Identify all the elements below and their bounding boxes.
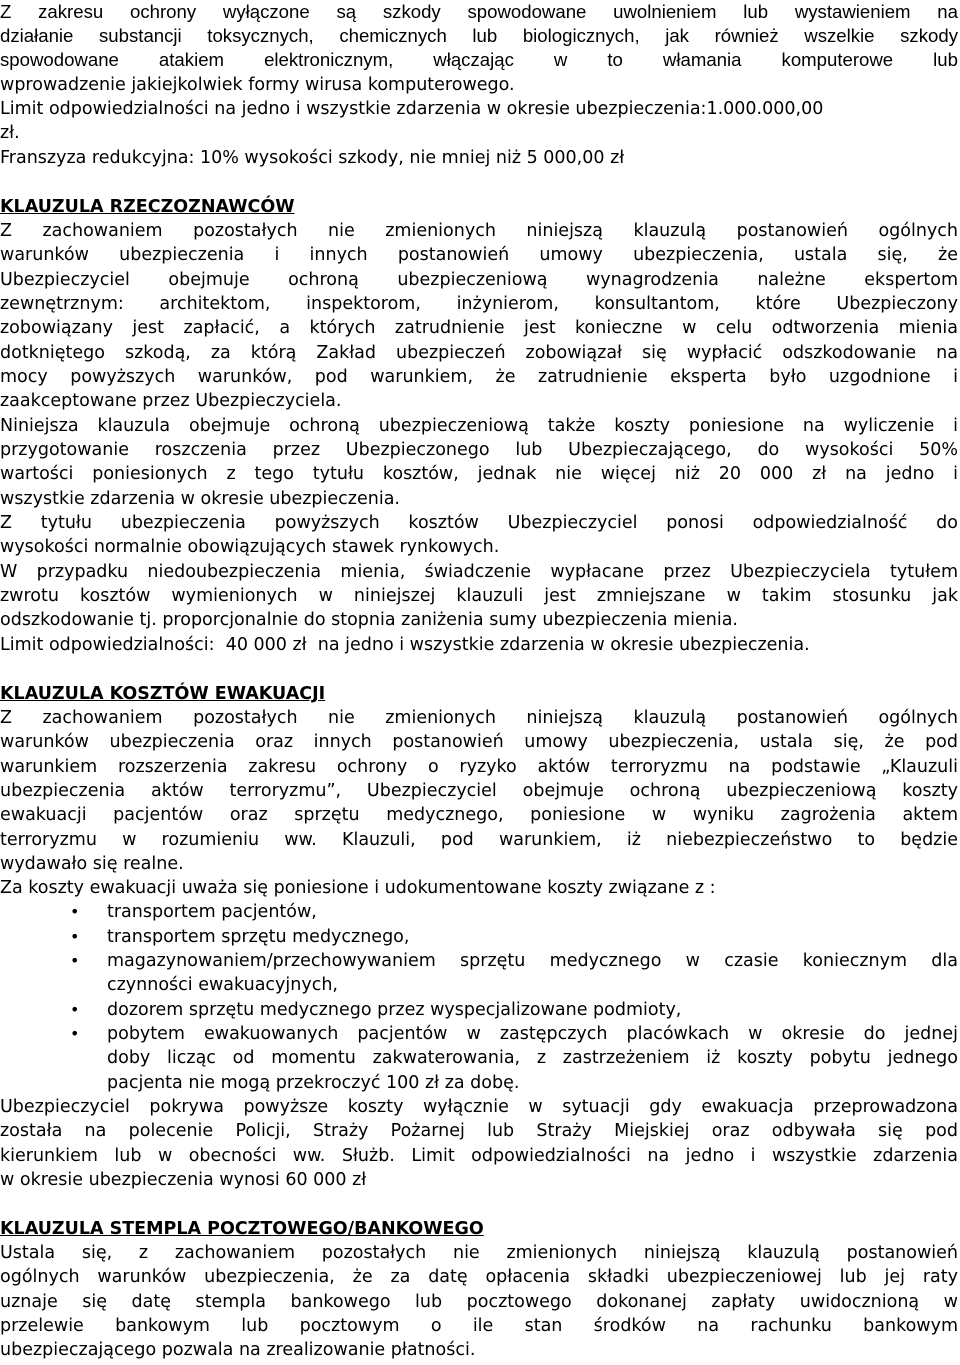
paragraph-line: wartości poniesionych z tego tytułu kosztów, jednak nie więcej niż 20 000 zł na jedno i [0, 464, 958, 484]
paragraph-line: ewakuacji pacjentów oraz sprzętu medycznego, poniesione w wyniku zagrożenia aktem [0, 805, 958, 825]
paragraph-line: zwrotu kosztów wymienionych w niniejszej klauzuli jest zmniejszane w takim stosunku jak [0, 586, 958, 606]
bullet-icon: • [70, 927, 80, 946]
intro-line-6: zł. [0, 123, 20, 143]
paragraph-line: Z zachowaniem pozostałych nie zmienionych niniejszą klauzulą postanowień ogólnych [0, 221, 958, 241]
paragraph-line: warunków ubezpieczenia i innych postanowień umowy ubezpieczenia, ustala się, że [0, 245, 958, 265]
paragraph-line: zewnętrznym: architektom, inspektorom, inżynierom, konsultantom, które Ubezpieczony [0, 294, 958, 314]
paragraph-line: ogólnych warunków ubezpieczenia, że za datę opłacenia składki ubezpieczeniowej lub jej raty [0, 1267, 958, 1287]
paragraph-line: przygotowanie roszczenia przez Ubezpieczonego lub Ubezpieczającego, do wysokości 50% [0, 440, 958, 460]
paragraph-line: dotkniętego szkodą, za którą Zakład ubezpieczeń zobowiązał się wypłacić odszkodowanie na [0, 343, 958, 363]
bullet-icon: • [70, 902, 80, 921]
bullet-icon: • [70, 1024, 80, 1043]
list-item-continuation: czynności ewakuacyjnych, [107, 975, 338, 995]
intro-line-3: spowodowane atakiem elektronicznym, włączając w to włamania komputerowe lub [0, 49, 958, 70]
paragraph-line: warunkiem rozszerzenia zakresu ochrony o ryzyko aktów terroryzmu na podstawie „Klauzuli [0, 757, 958, 777]
intro-line-4: wprowadzenie jakiejkolwiek formy wirusa komputerowego. [0, 75, 515, 95]
paragraph-line: Za koszty ewakuacji uważa się poniesione i udokumentowane koszty związane z : [0, 878, 716, 898]
intro-line-7: Franszyza redukcyjna: 10% wysokości szkody, nie mniej niż 5 000,00 zł [0, 148, 625, 168]
paragraph-line: mocy powyższych warunków, pod warunkiem, że zatrudnienie eksperta było uzgodnione i [0, 367, 958, 387]
paragraph-line: warunków ubezpieczenia oraz innych postanowień umowy ubezpieczenia, ustala się, że pod [0, 732, 958, 752]
list-item: transportem pacjentów, [107, 902, 317, 922]
paragraph-line: Ubezpieczyciel pokrywa powyższe koszty wyłącznie w sytuacji gdy ewakuacja przeprowadzona [0, 1097, 958, 1117]
paragraph-line: uznaje się datę stempla bankowego lub pocztowego dokonanej zapłaty uwidocznioną w [0, 1292, 958, 1312]
paragraph-line: zaakceptowane przez Ubezpieczyciela. [0, 391, 342, 411]
intro-line-5: Limit odpowiedzialności na jedno i wszystkie zdarzenia w okresie ubezpieczenia:1.000.000,00 [0, 99, 824, 119]
intro-line-2: działanie substancji toksycznych, chemicznych lub biologicznych, jak również wszelkie szkody [0, 25, 958, 46]
paragraph-line: Ustala się, z zachowaniem pozostałych nie zmienionych niniejszą klauzulą postanowień [0, 1243, 958, 1263]
paragraph-line: ubezpieczenia aktów terroryzmu”, Ubezpieczyciel obejmuje ochroną ubezpieczeniową koszty [0, 781, 958, 801]
list-item: magazynowaniem/przechowywaniem sprzętu medycznego w czasie koniecznym dla [107, 951, 958, 971]
paragraph-line: wysokości normalnie obowiązujących stawek rynkowych. [0, 537, 500, 557]
paragraph-line: Niniejsza klauzula obejmuje ochroną ubezpieczeniową także koszty poniesione na wyliczenie i [0, 416, 958, 436]
paragraph-line: Ubezpieczyciel obejmuje ochroną ubezpieczeniową wynagrodzenia należne ekspertom [0, 270, 958, 290]
paragraph-line: wydawało się realne. [0, 854, 184, 874]
heading-rzeczoznawcow: KLAUZULA RZECZOZNAWCÓW [0, 197, 295, 217]
list-item: pobytem ewakuowanych pacjentów w zastępczych placówkach w okresie do jednej [107, 1024, 958, 1044]
list-item-continuation: doby licząc od momentu zakwaterowania, z zastrzeżeniem iż koszty pobytu jednego [107, 1048, 958, 1068]
paragraph-line: odszkodowanie tj. proporcjonalnie do stopnia zaniżenia sumy ubezpieczenia mienia. [0, 610, 738, 630]
paragraph-line: Limit odpowiedzialności: 40 000 zł na jedno i wszystkie zdarzenia w okresie ubezpieczenia. [0, 635, 810, 655]
paragraph-line: terroryzmu w rozumieniu ww. Klauzuli, pod warunkiem, iż niebezpieczeństwo to będzie [0, 830, 958, 850]
heading-stempla: KLAUZULA STEMPLA POCZTOWEGO/BANKOWEGO [0, 1219, 484, 1239]
list-item: dozorem sprzętu medycznego przez wyspecjalizowane podmioty, [107, 1000, 682, 1020]
paragraph-line: wszystkie zdarzenia w okresie ubezpieczenia. [0, 489, 400, 509]
paragraph-line: Z tytułu ubezpieczenia powyższych kosztów Ubezpieczyciel ponosi odpowiedzialność do [0, 513, 958, 533]
heading-ewakuacji: KLAUZULA KOSZTÓW EWAKUACJI [0, 684, 326, 704]
paragraph-line: w okresie ubezpieczenia wynosi 60 000 zł [0, 1170, 367, 1190]
paragraph-line: kierunkiem lub w obecności ww. Służb. Limit odpowiedzialności na jedno i wszystkie zdarzenia [0, 1146, 958, 1166]
paragraph-line: została na polecenie Policji, Straży Pożarnej lub Straży Miejskiej oraz odbywała się pod [0, 1121, 958, 1141]
paragraph-line: przelewie bankowym lub pocztowym o ile stan środków na rachunku bankowym [0, 1316, 958, 1336]
paragraph-line: W przypadku niedoubezpieczenia mienia, świadczenie wypłacane przez Ubezpieczyciela tytułem [0, 562, 958, 582]
list-item-continuation: pacjenta nie mogą przekroczyć 100 zł za dobę. [107, 1073, 520, 1093]
paragraph-line: Z zachowaniem pozostałych nie zmienionych niniejszą klauzulą postanowień ogólnych [0, 708, 958, 728]
paragraph-line: ubezpieczającego pozwala na zrealizowanie płatności. [0, 1340, 476, 1360]
bullet-icon: • [70, 1000, 80, 1019]
bullet-icon: • [70, 951, 80, 970]
list-item: transportem sprzętu medycznego, [107, 927, 410, 947]
paragraph-line: zobowiązany jest zapłacić, a których zatrudnienie jest konieczne w celu odtworzenia mienia [0, 318, 958, 338]
intro-line-1: Z zakresu ochrony wyłączone są szkody spowodowane uwolnieniem lub wystawieniem na [0, 1, 958, 22]
